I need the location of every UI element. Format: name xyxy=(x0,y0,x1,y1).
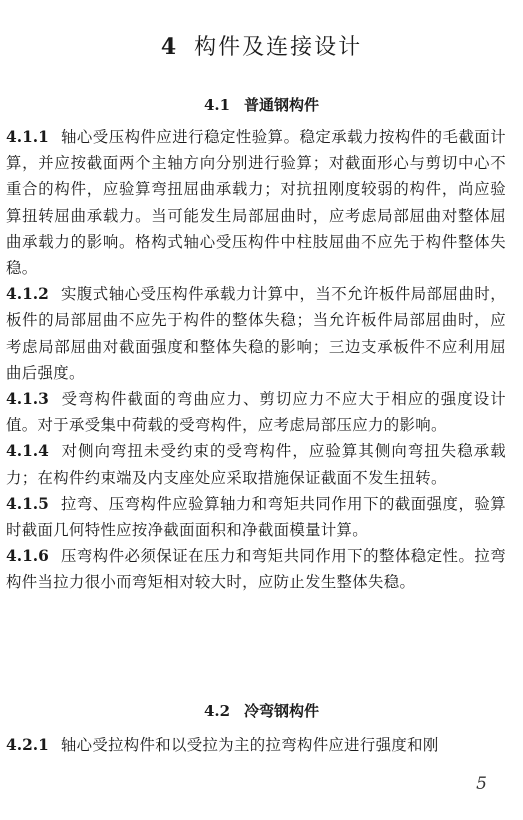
clause-4-1-2 xyxy=(6,281,506,386)
clause-4-1-4 xyxy=(6,438,506,490)
clause-number: 4.1.2 xyxy=(6,285,49,304)
clause-4-1-3 xyxy=(6,386,506,438)
section-number: 4.1 xyxy=(203,96,231,114)
clause-number: 4.1.4 xyxy=(6,442,49,461)
clause-text: 轴心受压构件应进行稳定性验算。稳定承载力按构件的毛截面计算，并应按截面两个主轴方向分别进行验算；对截面形心与剪切中心不重合的构件，应验算弯扭屈曲承载力；对抗扭刚度较弱的构件，尚应验算扭转屈曲承载力。当可能发生局部屈曲时，应考虑局部屈曲对整体屈曲承载力的影响。格构式轴心受压构件中柱肢屈曲不应先于构件整体失稳。 xyxy=(6,128,506,278)
clause-number: 4.2.1 xyxy=(6,736,49,754)
clause-text: 压弯构件必须保证在压力和弯矩共同作用下的整体稳定性。拉弯构件当拉力很小而弯矩相对较大时，应防止发生整体失稳。 xyxy=(6,547,506,592)
chapter-title-text: 构件及连接设计 xyxy=(194,35,363,60)
section-4-1-body xyxy=(6,124,506,596)
clause-text: 轴心受拉构件和以受拉为主的拉弯构件应进行强度和刚 xyxy=(60,736,439,754)
clause-number: 4.1.6 xyxy=(6,547,49,566)
section-heading-4-1 xyxy=(0,94,523,115)
clause-text: 受弯构件截面的弯曲应力、剪切应力不应大于相应的强度设计值。对于承受集中荷载的受弯构件，应考虑局部压应力的影响。 xyxy=(6,390,506,435)
section-title-text: 普通钢构件 xyxy=(244,96,320,114)
clause-number: 4.1.1 xyxy=(6,128,49,146)
clause-text: 对侧向弯扭未受约束的受弯构件，应验算其侧向弯扭失稳承载力；在构件约束端及内支座处应采取措施保证截面不发生扭转。 xyxy=(6,442,506,487)
page-number: 5 xyxy=(476,774,487,794)
clause-4-1-1 xyxy=(6,124,506,281)
clause-number: 4.1.3 xyxy=(6,390,49,409)
clause-number: 4.1.5 xyxy=(6,494,49,513)
clause-4-1-6 xyxy=(6,543,506,595)
section-number: 4.2 xyxy=(203,702,231,720)
clause-text: 实腹式轴心受压构件承载力计算中，当不允许板件局部屈曲时，板件的局部屈曲不应先于构件的整体失稳；当允许板件局部屈曲时，应考虑局部屈曲对截面强度和整体失稳的影响；三边支承板件不应利用屈曲后强度。 xyxy=(6,285,506,382)
section-heading-4-2 xyxy=(0,700,523,721)
clause-text: 拉弯、压弯构件应验算轴力和弯矩共同作用下的截面强度，验算时截面几何特性应按净截面面积和净截面模量计算。 xyxy=(6,494,506,540)
section-title-text: 冷弯钢构件 xyxy=(244,702,320,720)
clause-4-1-5 xyxy=(6,491,506,543)
clause-4-2-1 xyxy=(6,732,506,758)
section-4-2-body xyxy=(6,732,506,758)
chapter-number: 4 xyxy=(160,34,179,60)
chapter-title xyxy=(0,30,523,61)
